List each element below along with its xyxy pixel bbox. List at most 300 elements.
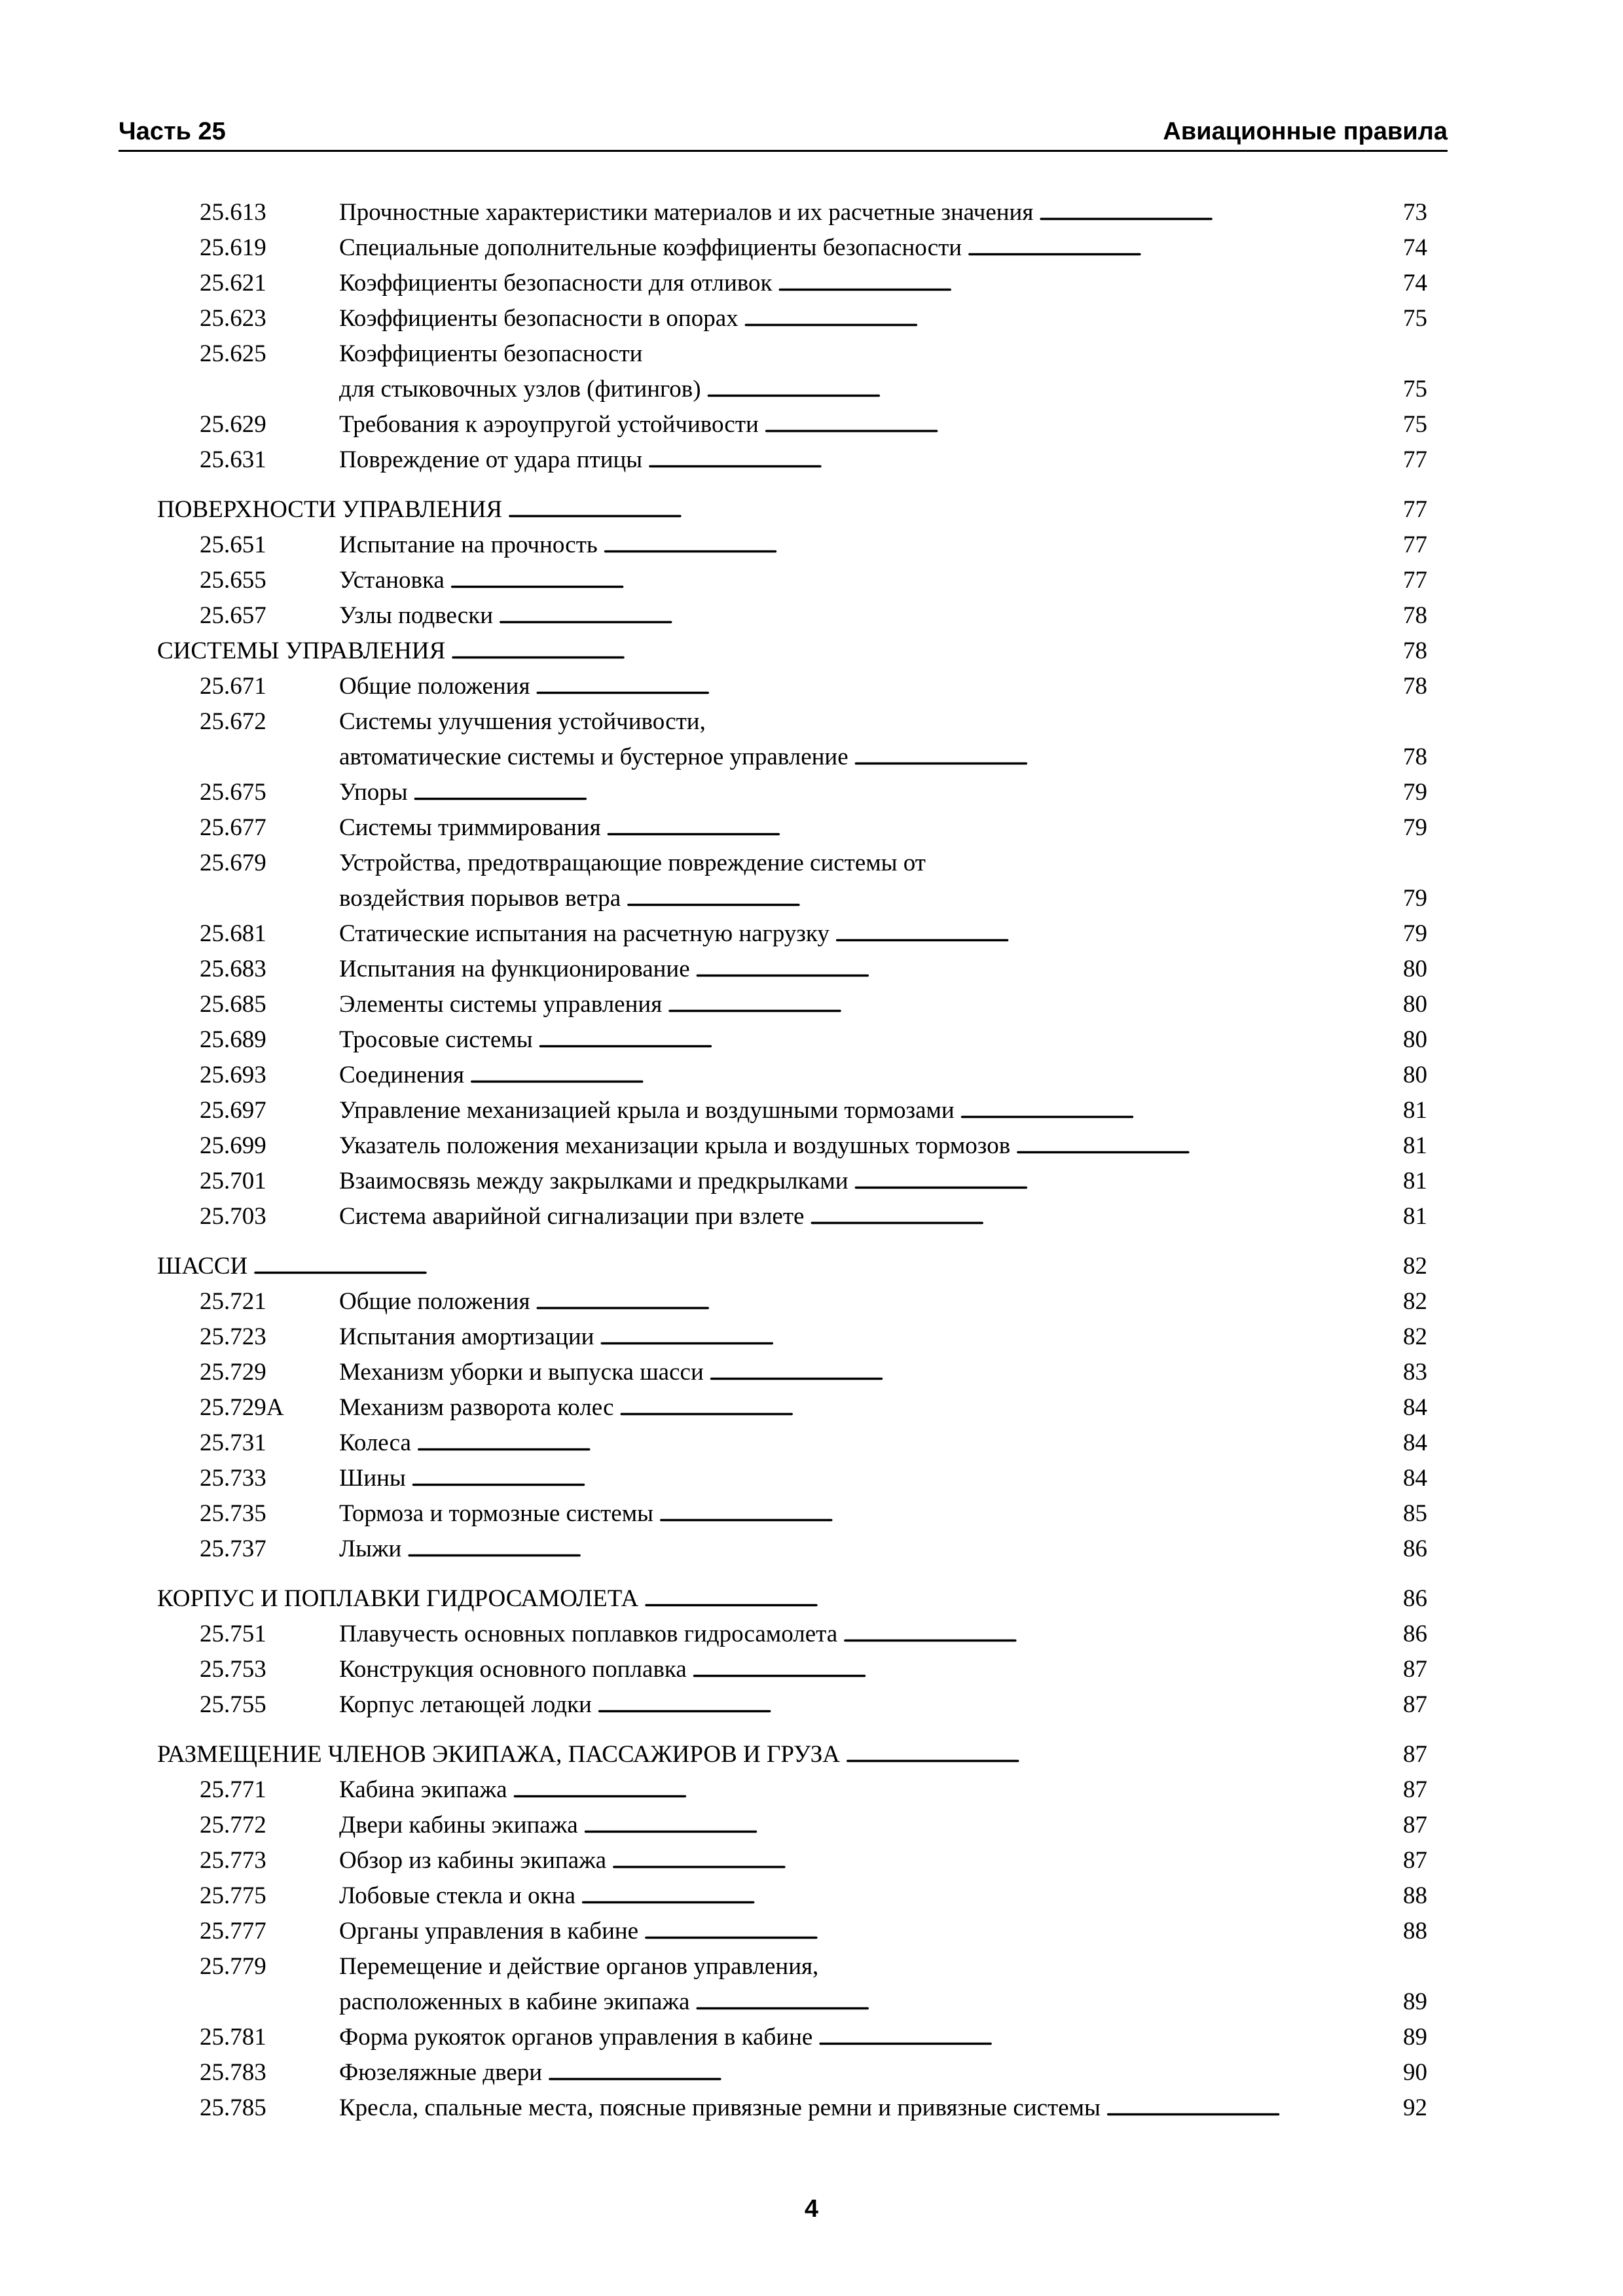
toc-entry-line	[339, 1496, 1427, 1533]
dot-leader	[247, 1249, 1389, 1285]
toc-entry-page: 82	[1403, 1288, 1427, 1315]
toc-entry-page: 86	[1403, 1535, 1427, 1562]
toc-entry-line	[157, 1737, 1427, 1774]
dot-leader	[1010, 1128, 1389, 1165]
toc-entry-page: 84	[1403, 1394, 1427, 1421]
toc-section-heading	[157, 1737, 1427, 1772]
toc-entry	[157, 1022, 1427, 1058]
toc-entry-page: 85	[1403, 1500, 1427, 1527]
toc-entry-page: 82	[1403, 1323, 1427, 1350]
toc-entry-number: 25.657	[200, 602, 266, 629]
toc-entry-number: 25.783	[200, 2059, 266, 2086]
table-of-contents	[157, 195, 1427, 2126]
toc-entry-title: Система аварийной сигнализации при взлете	[339, 1203, 805, 1230]
toc-entry-line	[339, 372, 1427, 408]
toc-entry	[157, 1496, 1427, 1532]
dot-leader	[445, 634, 1389, 670]
dot-leader	[530, 669, 1389, 706]
toc-entry-title: Лыжи	[339, 1535, 402, 1562]
toc-entry-page: 86	[1403, 1621, 1427, 1647]
toc-entry	[157, 1164, 1427, 1199]
toc-section-title: КОРПУС И ПОПЛАВКИ ГИДРОСАМОЛЕТА	[157, 1585, 639, 1612]
toc-entry-number: 25.775	[200, 1882, 266, 1909]
toc-entry-line	[339, 1687, 1427, 1724]
toc-entry-page: 79	[1403, 814, 1427, 841]
toc-entry-title: Колеса	[339, 1429, 411, 1456]
toc-entry-title: Коэффициенты безопасности в опорах	[339, 305, 739, 332]
toc-entry	[157, 230, 1427, 266]
toc-entry	[157, 2090, 1427, 2126]
toc-entry	[157, 775, 1427, 810]
toc-entry	[157, 1772, 1427, 1808]
toc-entry-title: Устройства, предотвращающие повреждение системы от	[339, 850, 926, 876]
toc-entry	[157, 669, 1427, 704]
toc-entry-line	[339, 916, 1427, 953]
toc-entry-line	[339, 1390, 1427, 1427]
dot-leader	[653, 1496, 1389, 1533]
toc-entry-title: воздействия порывов ветра	[339, 885, 621, 912]
toc-entry-number: 25.677	[200, 814, 266, 841]
dot-leader	[464, 1058, 1389, 1094]
toc-entry-number: 25.777	[200, 1918, 266, 1945]
toc-entry-line	[339, 2055, 1427, 2092]
toc-entry-number: 25.729	[200, 1359, 266, 1386]
toc-entry	[157, 987, 1427, 1022]
toc-entry-page: 92	[1403, 2094, 1427, 2121]
toc-entry-number: 25.675	[200, 779, 266, 806]
toc-section-title: ПОВЕРХНОСТИ УПРАВЛЕНИЯ	[157, 496, 503, 523]
toc-entry-number: 25.723	[200, 1323, 266, 1350]
toc-entry-line	[339, 1093, 1427, 1130]
toc-entry-title: Специальные дополнительные коэффициенты безопасности	[339, 234, 962, 261]
dot-leader	[689, 1984, 1389, 2021]
toc-entry-title: Испытания амортизации	[339, 1323, 594, 1350]
dot-leader	[804, 1199, 1389, 1236]
toc-entry-line	[339, 881, 1427, 918]
toc-entry-line	[339, 810, 1427, 847]
toc-entry-page: 77	[1403, 496, 1427, 523]
toc-entry-title: Тормоза и тормозные системы	[339, 1500, 654, 1527]
toc-entry-page: 88	[1403, 1918, 1427, 1945]
toc-entry-line	[157, 634, 1427, 670]
toc-section-title: РАЗМЕЩЕНИЕ ЧЛЕНОВ ЭКИПАЖА, ПАССАЖИРОВ И ГРУЗА	[157, 1741, 841, 1768]
toc-entry-title: автоматические системы и бустерное управление	[339, 744, 848, 770]
toc-entry-title: Испытания на функционирование	[339, 956, 690, 982]
dot-leader	[840, 1737, 1389, 1774]
toc-entry	[157, 1532, 1427, 1567]
toc-entry-number: 25.671	[200, 673, 266, 700]
toc-entry-line	[339, 301, 1427, 338]
toc-entry-number: 25.655	[200, 567, 266, 594]
toc-entry-number: 25.697	[200, 1097, 266, 1124]
toc-entry-line	[339, 2090, 1427, 2127]
toc-entry-number: 25.683	[200, 956, 266, 982]
toc-entry-line	[339, 846, 1427, 881]
toc-entry-line	[339, 1808, 1427, 1844]
dot-leader	[830, 916, 1389, 953]
toc-entry-page: 83	[1403, 1359, 1427, 1386]
dot-leader	[406, 1461, 1389, 1498]
toc-entry-line	[339, 598, 1427, 635]
toc-entry-number: 25.679	[200, 850, 266, 876]
toc-entry-line	[339, 407, 1427, 444]
toc-entry-title: Органы управления в кабине	[339, 1918, 639, 1945]
dot-leader	[445, 563, 1389, 600]
toc-entry	[157, 1128, 1427, 1164]
toc-entry-title: Общие положения	[339, 673, 530, 700]
toc-entry-page: 77	[1403, 531, 1427, 558]
toc-entry-title: Узлы подвески	[339, 602, 493, 629]
dot-leader	[638, 1914, 1389, 1950]
toc-entry	[157, 1199, 1427, 1234]
toc-entry-title: Фюзеляжные двери	[339, 2059, 543, 2086]
toc-entry-page: 87	[1403, 1656, 1427, 1683]
toc-entry-number: 25.651	[200, 531, 266, 558]
toc-entry-page: 84	[1403, 1465, 1427, 1492]
dot-leader	[704, 1355, 1389, 1391]
toc-entry-number: 25.701	[200, 1168, 266, 1194]
toc-entry	[157, 528, 1427, 563]
toc-entry-number: 25.751	[200, 1621, 266, 1647]
dot-leader	[701, 372, 1389, 408]
toc-entry-line	[339, 669, 1427, 706]
toc-entry	[157, 2055, 1427, 2090]
toc-entry	[157, 1093, 1427, 1128]
toc-entry	[157, 407, 1427, 442]
toc-entry	[157, 442, 1427, 478]
toc-entry-title: Плавучесть основных поплавков гидросамолета	[339, 1621, 838, 1647]
header-divider	[119, 150, 1448, 152]
dot-leader	[812, 2020, 1389, 2056]
toc-entry-number: 25.699	[200, 1132, 266, 1159]
toc-entry-page: 86	[1403, 1585, 1427, 1612]
toc-entry-number: 25.755	[200, 1691, 266, 1718]
toc-entry-page: 77	[1403, 446, 1427, 473]
toc-section-title: СИСТЕМЫ УПРАВЛЕНИЯ	[157, 637, 446, 664]
dot-leader	[507, 1772, 1389, 1809]
toc-entry-page: 78	[1403, 673, 1427, 700]
toc-entry	[157, 916, 1427, 952]
toc-entry-line	[339, 1914, 1427, 1950]
toc-entry-page: 81	[1403, 1168, 1427, 1194]
toc-section-heading	[157, 1581, 1427, 1617]
toc-entry	[157, 1984, 1427, 2020]
toc-entry	[157, 1843, 1427, 1878]
dot-leader	[401, 1532, 1389, 1568]
toc-entry	[157, 2020, 1427, 2055]
toc-entry	[157, 1319, 1427, 1355]
toc-entry-line	[339, 1461, 1427, 1498]
toc-entry-page: 87	[1403, 1847, 1427, 1874]
toc-entry-title: для стыковочных узлов (фитингов)	[339, 376, 701, 403]
dot-leader	[662, 987, 1389, 1024]
toc-entry	[157, 740, 1427, 775]
toc-entry-page: 90	[1403, 2059, 1427, 2086]
toc-entry-page: 74	[1403, 270, 1427, 296]
toc-entry-line	[339, 195, 1427, 232]
toc-entry-line	[339, 1772, 1427, 1809]
toc-entry-number: 25.737	[200, 1535, 266, 1562]
toc-entry-page: 74	[1403, 234, 1427, 261]
toc-entry-line	[339, 1355, 1427, 1391]
dot-leader	[1033, 195, 1389, 232]
toc-entry-title: Элементы системы управления	[339, 991, 663, 1018]
toc-entry-line	[339, 442, 1427, 479]
toc-entry-number: 25.672	[200, 708, 266, 735]
dot-leader	[962, 230, 1389, 267]
toc-entry-page: 75	[1403, 411, 1427, 438]
toc-entry-number: 25.693	[200, 1062, 266, 1088]
toc-entry-title: Упоры	[339, 779, 408, 806]
toc-entry	[157, 301, 1427, 336]
dot-leader	[502, 492, 1389, 529]
toc-entry-page: 84	[1403, 1429, 1427, 1456]
toc-entry-line	[339, 1532, 1427, 1568]
toc-entry	[157, 1058, 1427, 1093]
toc-entry	[157, 1426, 1427, 1461]
toc-entry-number: 25.753	[200, 1656, 266, 1683]
toc-entry-line	[339, 1319, 1427, 1356]
toc-entry-line	[157, 492, 1427, 529]
toc-entry-page: 81	[1403, 1203, 1427, 1230]
toc-entry-page: 82	[1403, 1253, 1427, 1280]
toc-entry-number: 25.735	[200, 1500, 266, 1527]
toc-entry-line	[339, 1058, 1427, 1094]
dot-leader	[848, 1164, 1389, 1200]
toc-entry-title: Управление механизацией крыла и воздушными тормозами	[339, 1097, 955, 1124]
toc-entry	[157, 336, 1427, 372]
toc-entry	[157, 1617, 1427, 1652]
toc-entry-page: 81	[1403, 1132, 1427, 1159]
toc-entry	[157, 563, 1427, 598]
toc-entry-number: 25.621	[200, 270, 266, 296]
toc-entry	[157, 1914, 1427, 1949]
toc-entry-line	[339, 1984, 1427, 2021]
toc-entry-page: 75	[1403, 305, 1427, 332]
toc-section-heading	[157, 492, 1427, 528]
toc-entry-page: 80	[1403, 1062, 1427, 1088]
dot-leader	[530, 1284, 1389, 1321]
toc-entry-line	[339, 1284, 1427, 1321]
toc-entry-page: 87	[1403, 1776, 1427, 1803]
toc-entry-page: 79	[1403, 779, 1427, 806]
page-number: 4	[804, 2195, 819, 2223]
toc-entry	[157, 846, 1427, 881]
dot-leader	[955, 1093, 1389, 1130]
toc-entry	[157, 1390, 1427, 1426]
toc-entry-title: Требования к аэроупругой устойчивости	[339, 411, 759, 438]
toc-entry	[157, 881, 1427, 916]
dot-leader	[592, 1687, 1389, 1724]
toc-entry-page: 87	[1403, 1691, 1427, 1718]
toc-entry-line	[339, 1949, 1427, 1984]
toc-entry-title: Коэффициенты безопасности	[339, 340, 643, 367]
toc-entry	[157, 598, 1427, 634]
toc-entry-line	[339, 230, 1427, 267]
toc-entry-number: 25.721	[200, 1288, 266, 1315]
dot-leader	[739, 301, 1389, 338]
toc-entry-line	[339, 1164, 1427, 1200]
toc-entry-number: 25.625	[200, 340, 266, 367]
toc-entry-number: 25.629	[200, 411, 266, 438]
toc-entry-line	[339, 775, 1427, 812]
dot-leader	[408, 775, 1389, 812]
dot-leader	[642, 442, 1389, 479]
toc-entry-page: 78	[1403, 637, 1427, 664]
toc-entry-page: 78	[1403, 602, 1427, 629]
toc-entry-page: 89	[1403, 2024, 1427, 2051]
toc-entry-line	[157, 1249, 1427, 1285]
toc-entry-number: 25.733	[200, 1465, 266, 1492]
toc-entry-title: Шины	[339, 1465, 406, 1492]
toc-entry	[157, 1652, 1427, 1687]
toc-entry-title: Тросовые системы	[339, 1026, 533, 1053]
toc-entry-line	[339, 266, 1427, 302]
toc-entry-title: Прочностные характеристики материалов и их расчетные значения	[339, 199, 1034, 226]
toc-entry-page: 81	[1403, 1097, 1427, 1124]
toc-entry-number: 25.619	[200, 234, 266, 261]
toc-entry-number: 25.773	[200, 1847, 266, 1874]
toc-entry-number: 25.771	[200, 1776, 266, 1803]
toc-entry-page: 75	[1403, 376, 1427, 403]
toc-entry-line	[157, 1581, 1427, 1618]
toc-entry-title: Установка	[339, 567, 445, 594]
toc-entry-title: Механизм разворота колес	[339, 1394, 614, 1421]
dot-leader	[601, 810, 1389, 847]
toc-entry-line	[339, 952, 1427, 988]
toc-entry-page: 79	[1403, 920, 1427, 947]
toc-section-title: ШАССИ	[157, 1253, 248, 1280]
toc-entry	[157, 372, 1427, 407]
toc-entry-title: Коэффициенты безопасности для отливок	[339, 270, 773, 296]
toc-entry-number: 25.779	[200, 1953, 266, 1980]
toc-entry-title: Лобовые стекла и окна	[339, 1882, 575, 1909]
dot-leader	[598, 528, 1389, 564]
toc-entry	[157, 952, 1427, 987]
toc-entry-page: 89	[1403, 1988, 1427, 2015]
toc-entry-number: 25.785	[200, 2094, 266, 2121]
toc-entry-line	[339, 528, 1427, 564]
dot-leader	[575, 1878, 1389, 1915]
dot-leader	[493, 598, 1389, 635]
dot-leader	[621, 881, 1389, 918]
toc-section-heading	[157, 634, 1427, 669]
toc-entry-title: Статические испытания на расчетную нагрузку	[339, 920, 830, 947]
toc-entry	[157, 266, 1427, 301]
toc-entry-title: Кресла, спальные места, поясные привязные ремни и привязные системы	[339, 2094, 1101, 2121]
toc-entry-number: 25.681	[200, 920, 266, 947]
toc-entry-line	[339, 1426, 1427, 1462]
toc-entry-number: 25.685	[200, 991, 266, 1018]
toc-entry-number: 25.781	[200, 2024, 266, 2051]
toc-entry	[157, 1878, 1427, 1914]
dot-leader	[687, 1652, 1389, 1689]
toc-entry-line	[339, 563, 1427, 600]
toc-entry-title: Механизм уборки и выпуска шасси	[339, 1359, 704, 1386]
toc-entry-line	[339, 1199, 1427, 1236]
toc-entry-title: Системы триммирования	[339, 814, 601, 841]
running-header	[119, 113, 1448, 151]
toc-entry-page: 87	[1403, 1812, 1427, 1839]
toc-entry-title: Двери кабины экипажа	[339, 1812, 578, 1839]
toc-entry-line	[339, 987, 1427, 1024]
toc-entry-number: 25.729A	[200, 1394, 284, 1421]
toc-section-heading	[157, 1249, 1427, 1284]
toc-entry-title: Взаимосвязь между закрылками и предкрылками	[339, 1168, 848, 1194]
toc-entry	[157, 1284, 1427, 1319]
toc-entry	[157, 704, 1427, 740]
dot-leader	[690, 952, 1389, 988]
toc-entry-title: Корпус летающей лодки	[339, 1691, 592, 1718]
toc-entry-line	[339, 1652, 1427, 1689]
toc-entry-number: 25.631	[200, 446, 266, 473]
toc-entry	[157, 195, 1427, 230]
dot-leader	[772, 266, 1389, 302]
toc-entry-title: Испытание на прочность	[339, 531, 598, 558]
toc-entry-page: 80	[1403, 991, 1427, 1018]
toc-entry-line	[339, 2020, 1427, 2056]
toc-entry-title: Повреждение от удара птицы	[339, 446, 643, 473]
toc-entry-line	[339, 336, 1427, 372]
toc-entry-line	[339, 1843, 1427, 1880]
toc-entry-number: 25.689	[200, 1026, 266, 1053]
toc-entry-title: расположенных в кабине экипажа	[339, 1988, 690, 2015]
dot-leader	[578, 1808, 1389, 1844]
toc-entry-page: 78	[1403, 744, 1427, 770]
toc-entry-number: 25.623	[200, 305, 266, 332]
toc-entry-number: 25.613	[200, 199, 266, 226]
dot-leader	[848, 740, 1389, 776]
dot-leader	[1101, 2090, 1389, 2127]
toc-entry-number: 25.703	[200, 1203, 266, 1230]
header-part-label: Часть 25	[119, 118, 226, 145]
toc-entry-line	[339, 1878, 1427, 1915]
toc-entry-title: Указатель положения механизации крыла и воздушных тормозов	[339, 1132, 1011, 1159]
dot-leader	[606, 1843, 1389, 1880]
toc-entry-number: 25.731	[200, 1429, 266, 1456]
toc-entry-title: Общие положения	[339, 1288, 530, 1315]
toc-entry-page: 79	[1403, 885, 1427, 912]
toc-entry-title: Конструкция основного поплавка	[339, 1656, 687, 1683]
toc-entry-page: 73	[1403, 199, 1427, 226]
toc-entry	[157, 1355, 1427, 1390]
toc-entry-title: Форма рукояток органов управления в кабине	[339, 2024, 813, 2051]
toc-entry-line	[339, 1022, 1427, 1059]
toc-entry-page: 77	[1403, 567, 1427, 594]
toc-entry	[157, 1687, 1427, 1723]
dot-leader	[594, 1319, 1389, 1356]
dot-leader	[542, 2055, 1389, 2092]
toc-entry-title: Системы улучшения устойчивости,	[339, 708, 706, 735]
toc-entry-line	[339, 1128, 1427, 1165]
header-document-title: Авиационные правила	[1163, 118, 1448, 145]
toc-entry	[157, 1461, 1427, 1496]
toc-entry-page: 80	[1403, 956, 1427, 982]
toc-entry-page: 88	[1403, 1882, 1427, 1909]
toc-entry-title: Кабина экипажа	[339, 1776, 507, 1803]
dot-leader	[533, 1022, 1389, 1059]
toc-entry-title: Обзор из кабины экипажа	[339, 1847, 607, 1874]
toc-entry	[157, 1949, 1427, 1984]
toc-entry	[157, 1808, 1427, 1843]
toc-entry-page: 87	[1403, 1741, 1427, 1768]
toc-entry-line	[339, 704, 1427, 740]
dot-leader	[411, 1426, 1389, 1462]
toc-entry-number: 25.772	[200, 1812, 266, 1839]
dot-leader	[638, 1581, 1389, 1618]
dot-leader	[614, 1390, 1389, 1427]
toc-entry-title: Перемещение и действие органов управления,	[339, 1953, 819, 1980]
